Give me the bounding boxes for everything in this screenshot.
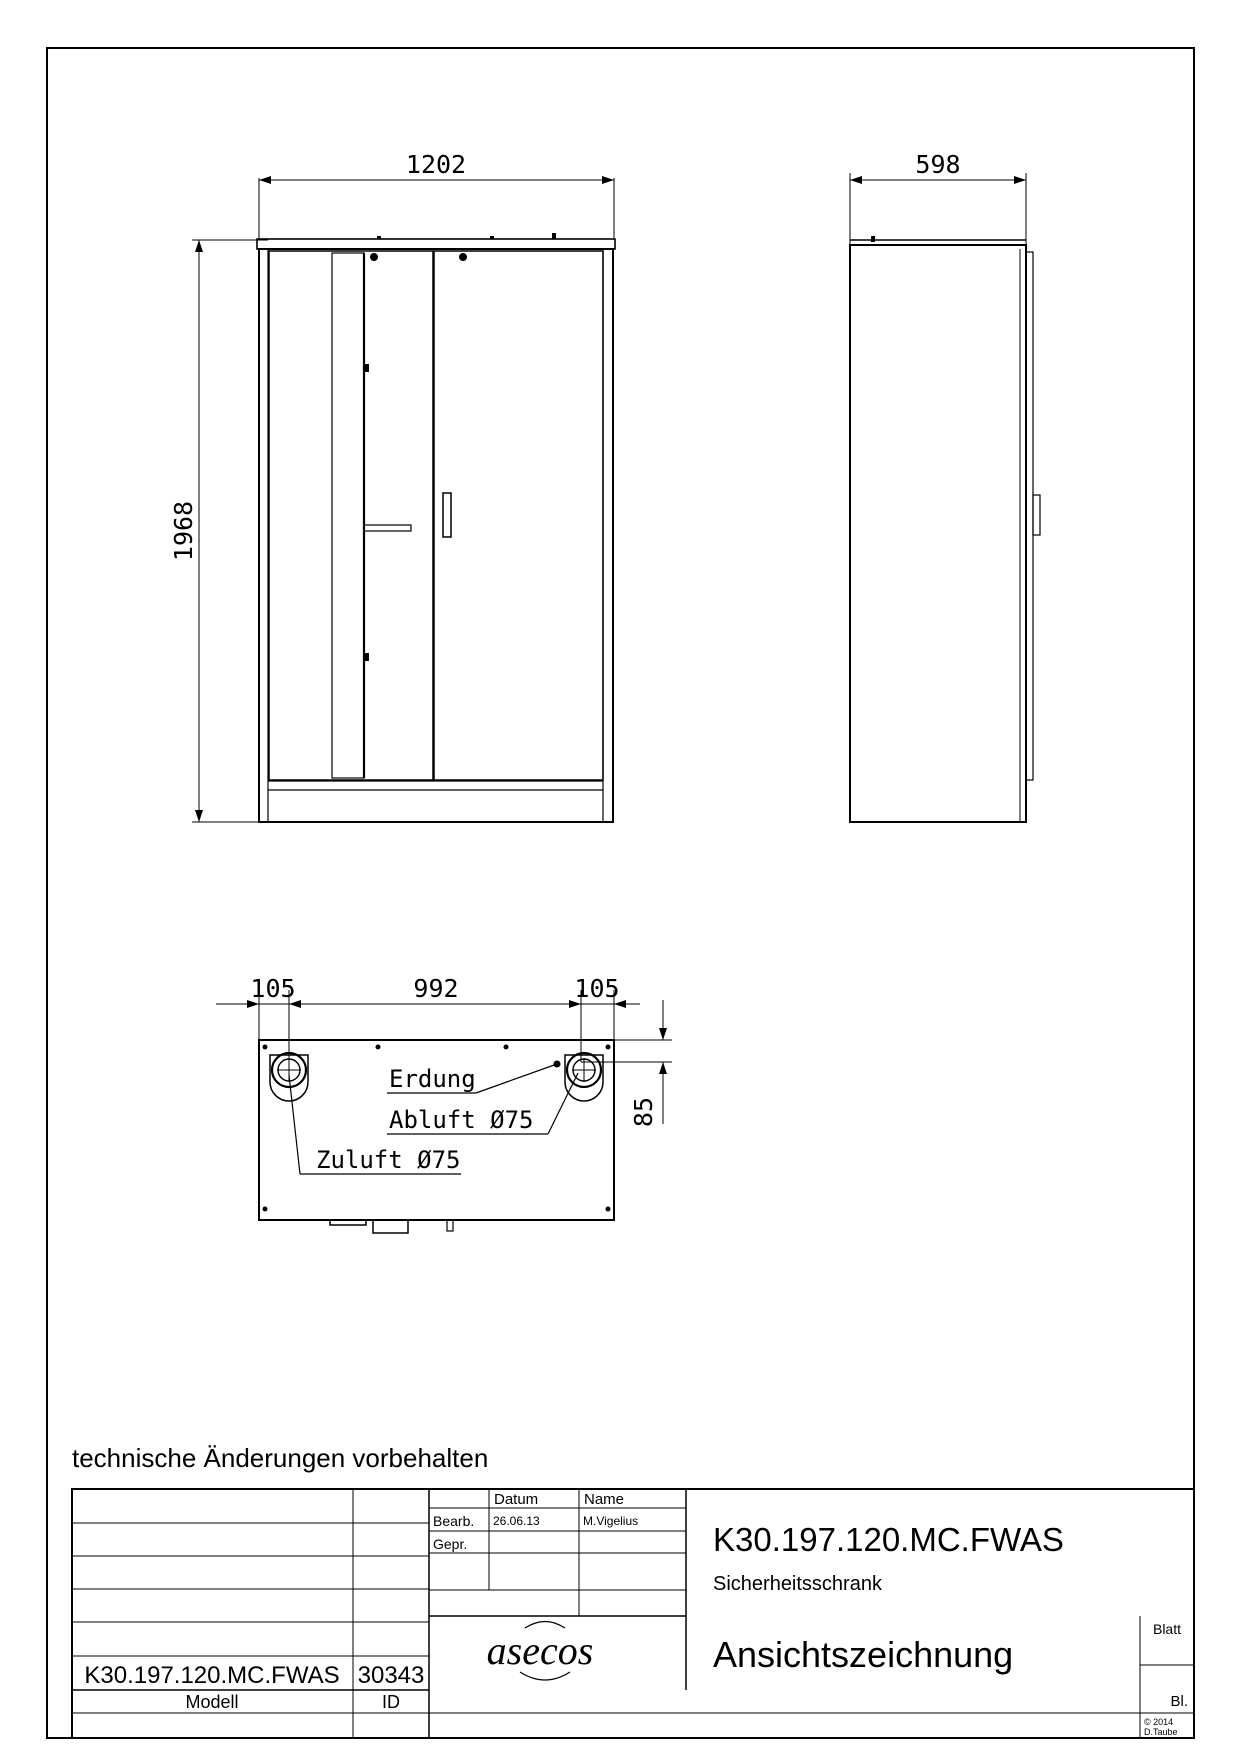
drawing-number: K30.197.120.MC.FWAS <box>713 1521 1064 1558</box>
top-dim-offset: 85 <box>629 1096 658 1128</box>
company-logo: asecos <box>486 1628 594 1673</box>
label-grounding: Erdung <box>389 1065 476 1093</box>
cabinet-top-plate <box>257 239 615 249</box>
edited-name: M.Vigelius <box>583 1514 639 1528</box>
col-date-header: Datum <box>494 1491 539 1508</box>
label-exhaust: Abluft Ø75 <box>389 1106 534 1134</box>
folding-door-panel <box>332 253 364 778</box>
model-value: K30.197.120.MC.FWAS <box>84 1662 340 1689</box>
side-handle <box>1033 495 1040 535</box>
top-dim-right: 105 <box>574 974 620 1003</box>
side-view <box>850 150 1040 822</box>
disclaimer-text: technische Änderungen vorbehalten <box>72 1443 489 1473</box>
top-dim-middle: 992 <box>413 974 459 1003</box>
model-label: Modell <box>185 1692 239 1712</box>
door-handle <box>443 493 451 537</box>
right-door <box>434 251 603 780</box>
top-view <box>216 974 672 1233</box>
drawing-subtitle: Sicherheitsschrank <box>713 1573 882 1595</box>
side-depth-dimension: 598 <box>915 150 961 179</box>
sheet-abbrev: Bl. <box>1170 1693 1188 1710</box>
edited-date: 26.06.13 <box>493 1514 540 1528</box>
drawing-title: Ansichtszeichnung <box>713 1634 1014 1675</box>
sheet-frame <box>47 48 1194 1738</box>
row-checked-label: Gepr. <box>433 1536 468 1552</box>
front-view <box>169 150 615 822</box>
label-supply: Zuluft Ø75 <box>316 1146 461 1174</box>
copyright-author: D.Taube <box>1144 1727 1178 1737</box>
col-name-header: Name <box>584 1491 625 1508</box>
front-height-dimension: 1968 <box>169 500 198 562</box>
row-edited-label: Bearb. <box>433 1513 475 1529</box>
copyright-year: © 2014 <box>1144 1717 1174 1727</box>
id-label: ID <box>382 1692 400 1712</box>
sheet-label: Blatt <box>1152 1621 1182 1637</box>
id-value: 30343 <box>357 1662 425 1689</box>
top-dim-left: 105 <box>250 974 296 1003</box>
cabinet-body <box>259 249 613 822</box>
front-width-dimension: 1202 <box>405 150 467 179</box>
left-door <box>269 251 433 780</box>
title-block <box>72 1489 1194 1738</box>
side-body <box>850 245 1026 822</box>
